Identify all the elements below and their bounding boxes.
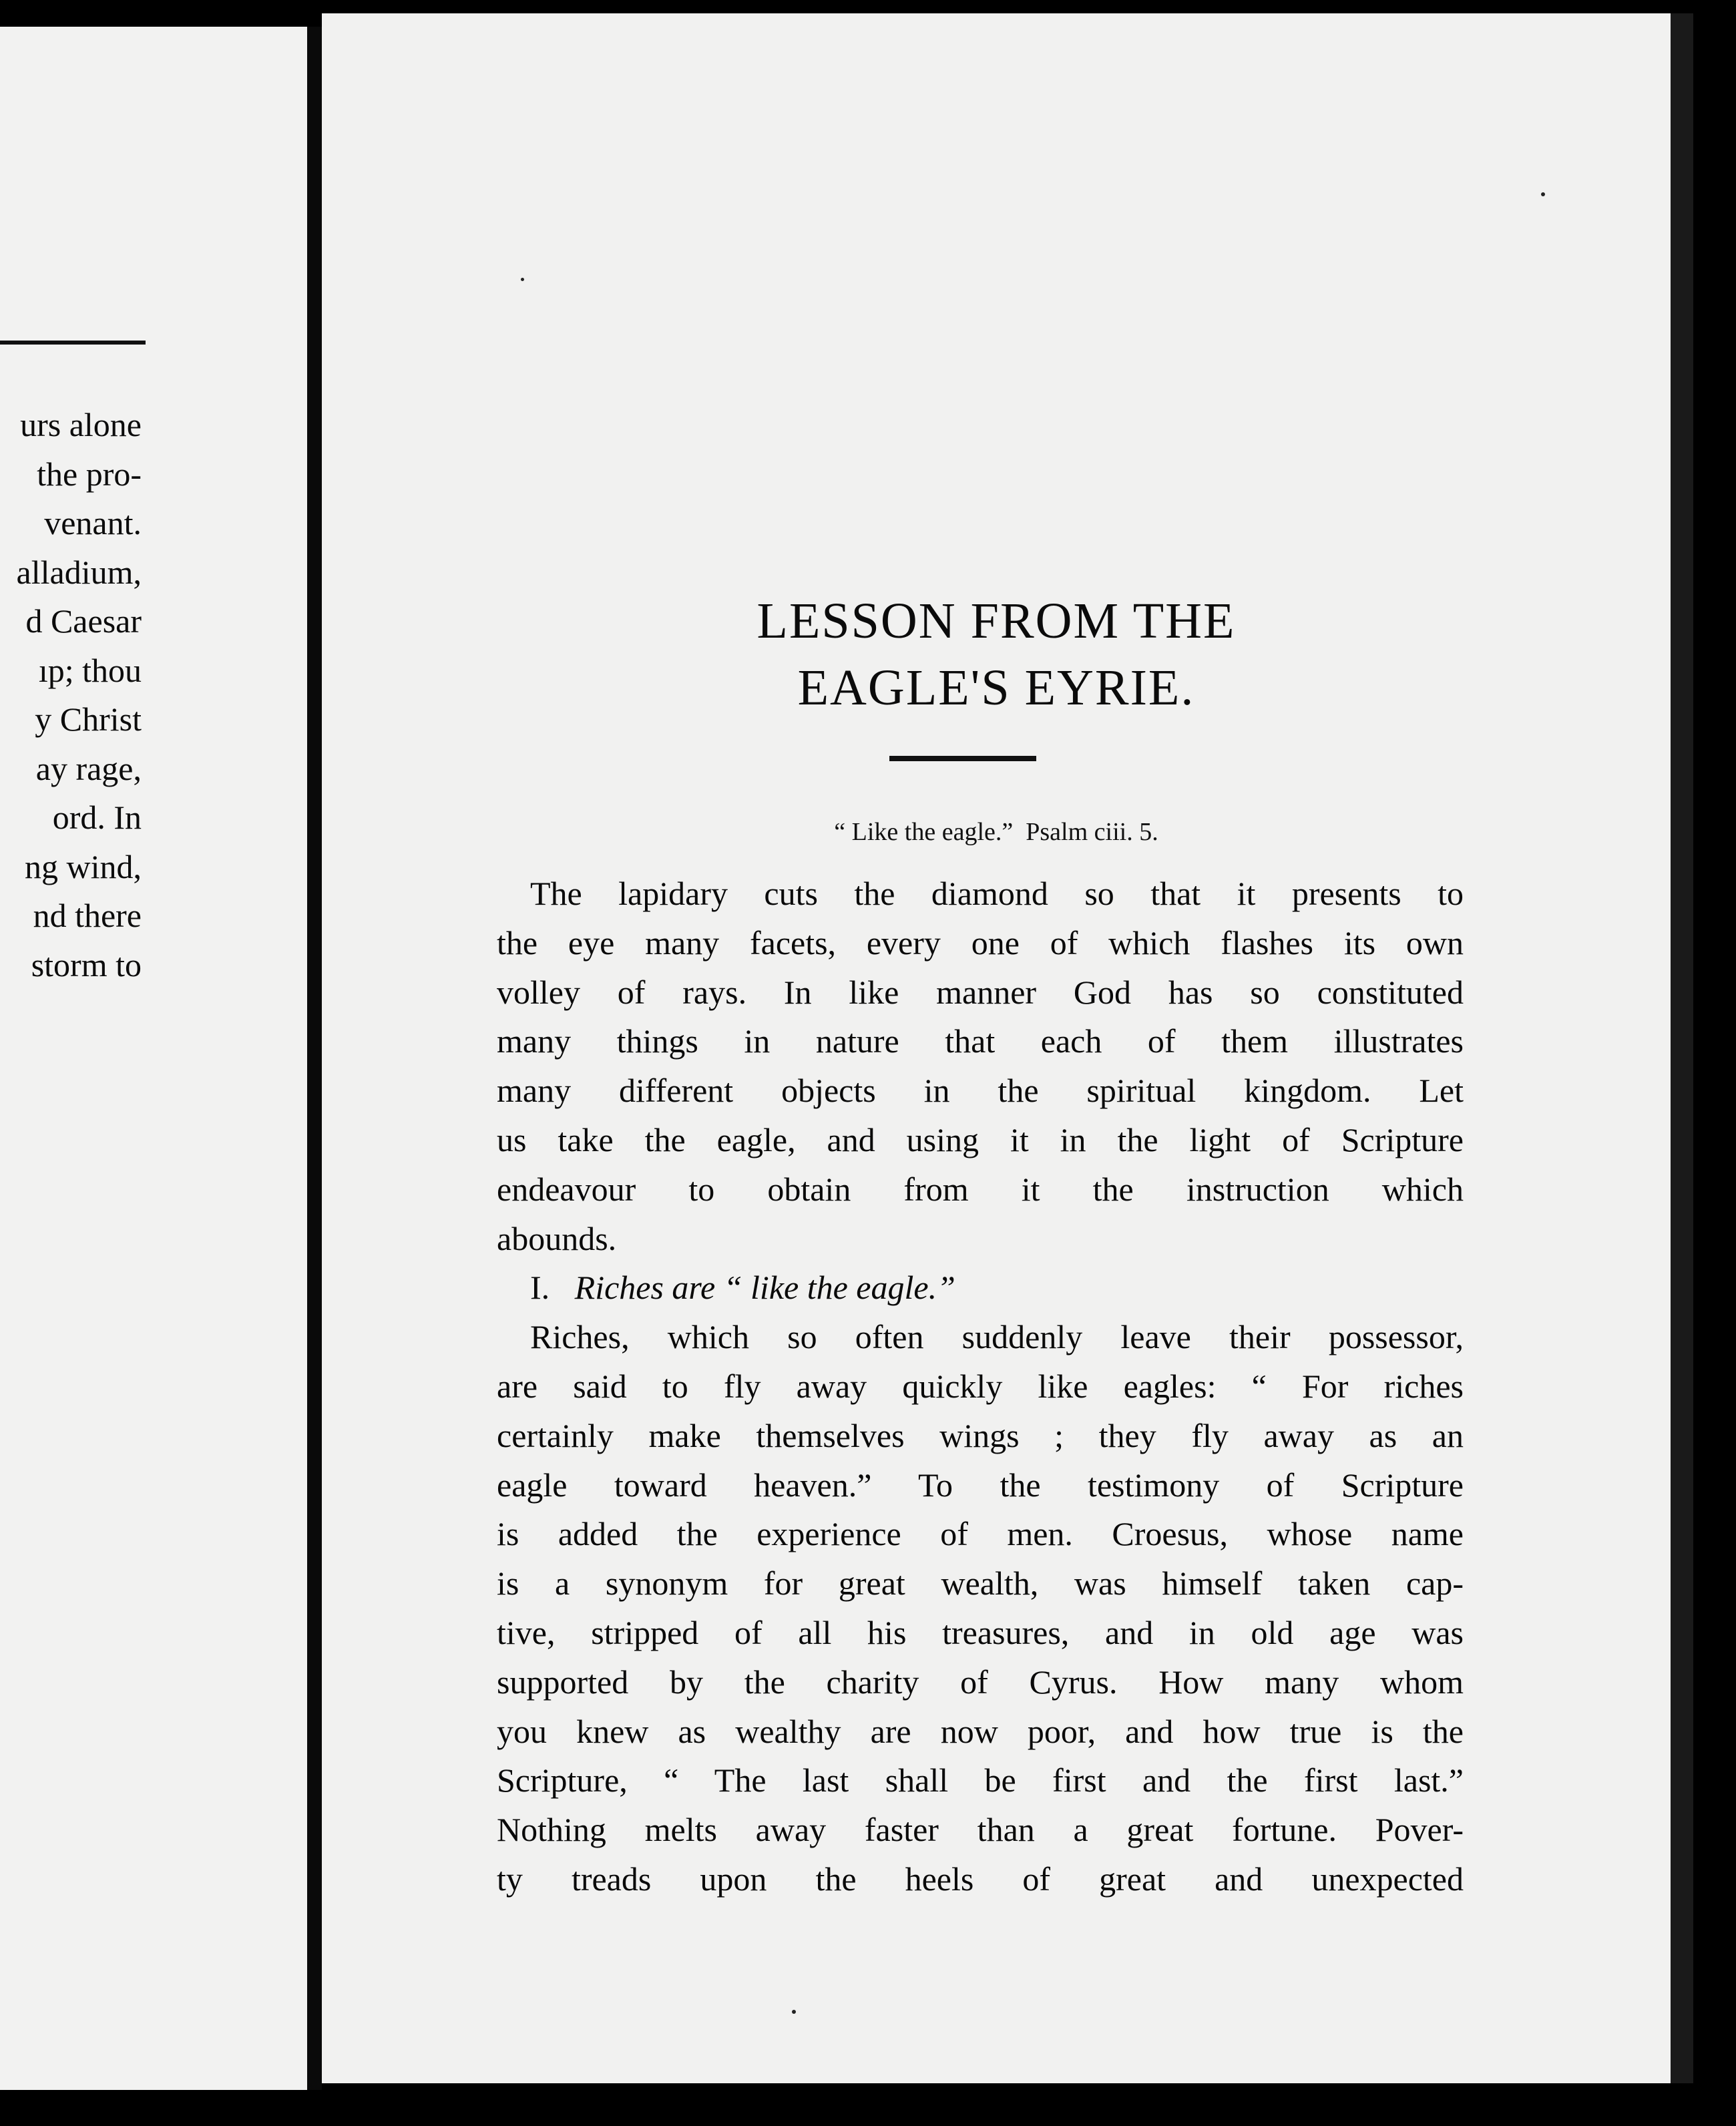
text-line: Scripture, “ The last shall be first and the first last.” <box>497 1761 1464 1799</box>
text-line: many things in nature that each of them illustrates <box>497 1022 1464 1060</box>
chapter-title <box>322 588 1671 721</box>
text-line: endeavour to obtain from it the instruction which <box>497 1170 1464 1208</box>
text-line: The lapidary cuts the diamond so that it presents to <box>530 875 1464 912</box>
left-line: ay rage, <box>35 749 142 787</box>
text-line: certainly make themselves wings ; they fly away as an <box>497 1416 1464 1454</box>
title-rule <box>889 756 1036 761</box>
left-line: storm to <box>31 945 142 984</box>
section-title: Riches are “ like the eagle.” <box>574 1269 955 1307</box>
speck <box>792 2010 796 2014</box>
text-line: the eye many facets, every one of which flashes its own <box>497 923 1464 962</box>
left-page <box>0 27 307 2090</box>
speck <box>521 278 524 281</box>
text-line: is added the experience of men. Croesus, whose name <box>497 1515 1464 1553</box>
left-page-rule <box>0 341 146 345</box>
text-line: supported by the charity of Cyrus. How many whom <box>497 1663 1464 1701</box>
speck <box>1541 192 1545 196</box>
left-line: ord. In <box>52 799 142 836</box>
left-line: the pro- <box>37 455 142 493</box>
left-line: d Caesar <box>25 602 142 640</box>
right-page <box>322 13 1671 2083</box>
left-line: ıp; thou <box>38 651 142 689</box>
left-page-text <box>0 401 142 990</box>
text-line: us take the eagle, and using it in the light of Scripture <box>497 1120 1464 1158</box>
text-line: ty treads upon the heels of great and unexpected <box>497 1860 1464 1898</box>
book-gutter <box>307 27 322 2090</box>
book-edge <box>1671 13 1693 2083</box>
text-line: volley of rays. In like manner God has so constituted <box>497 973 1464 1011</box>
chapter-title-line-1: LESSON FROM THE <box>756 593 1236 649</box>
left-line: nd there <box>33 897 142 934</box>
left-line: y Christ <box>35 700 142 738</box>
text-line: many different objects in the spiritual kingdom. Let <box>497 1072 1464 1110</box>
text-line: are said to fly away quickly like eagles: “ For riches <box>497 1367 1464 1405</box>
chapter-title-line-2: EAGLE'S EYRIE. <box>797 660 1195 716</box>
text-line: abounds. <box>497 1219 617 1257</box>
epigraph <box>322 812 1671 852</box>
text-line: Riches, which so often suddenly leave their possessor, <box>530 1318 1464 1356</box>
text-line: you knew as wealthy are now poor, and how true is the <box>497 1712 1464 1750</box>
epigraph-quote: “ Like the eagle.” <box>834 818 1014 846</box>
body-text <box>497 869 1464 1904</box>
section-heading <box>497 1263 1464 1313</box>
text-line: eagle toward heaven.” To the testimony of Scripture <box>497 1466 1464 1504</box>
text-line: Nothing melts away faster than a great fortune. Pover- <box>497 1811 1464 1849</box>
left-line: alladium, <box>16 553 142 591</box>
left-line: venant. <box>44 504 142 542</box>
section-number: I. <box>530 1269 550 1307</box>
epigraph-reference: Psalm ciii. 5. <box>1026 818 1158 846</box>
left-line: urs alone <box>20 406 142 443</box>
text-line: is a synonym for great wealth, was himself taken cap- <box>497 1564 1464 1603</box>
left-line: ng wind, <box>25 847 142 885</box>
text-line: tive, stripped of all his treasures, and in old age was <box>497 1613 1464 1651</box>
